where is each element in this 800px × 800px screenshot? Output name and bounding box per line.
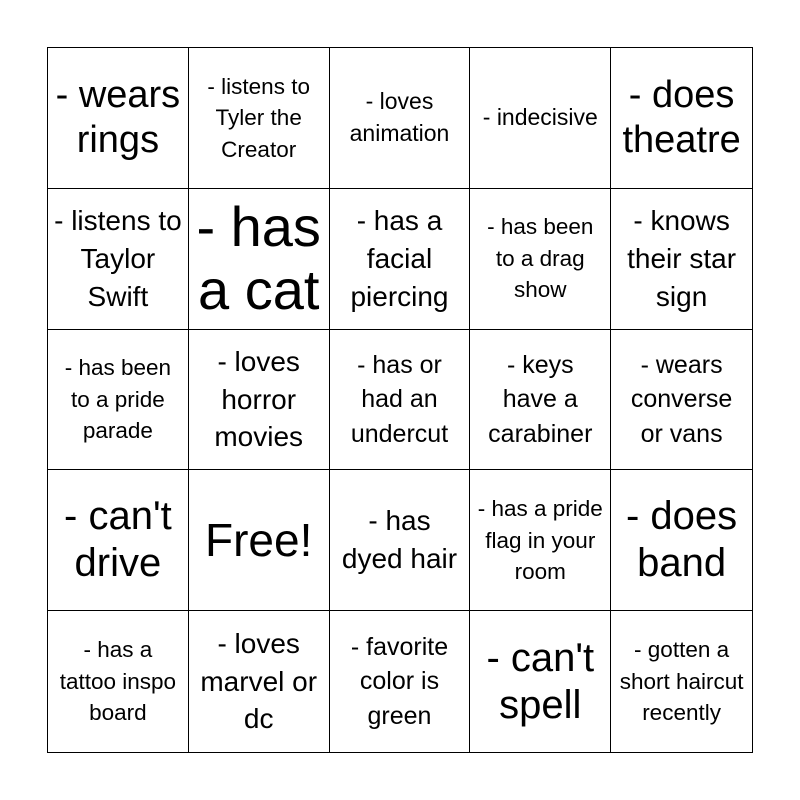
bingo-cell[interactable] bbox=[470, 611, 611, 752]
bingo-cell-text: - loves marvel or dc bbox=[200, 627, 318, 735]
bingo-cell[interactable] bbox=[611, 470, 752, 611]
bingo-board bbox=[47, 47, 753, 753]
bingo-cell-text: - does theatre bbox=[622, 74, 741, 161]
bingo-cell-text: - does band bbox=[626, 494, 738, 586]
bingo-cell-text: - has a tattoo inspo board bbox=[59, 637, 177, 726]
bingo-cell-text: - wears converse or vans bbox=[630, 350, 733, 448]
bingo-cell[interactable] bbox=[470, 48, 611, 189]
bingo-cell-text: - has dyed hair bbox=[341, 505, 458, 575]
bingo-cell[interactable] bbox=[189, 470, 330, 611]
bingo-cell[interactable] bbox=[48, 611, 189, 752]
bingo-cell-text: - listens to Tyler the Creator bbox=[207, 73, 310, 162]
bingo-cell[interactable] bbox=[611, 611, 752, 752]
free-space-text: Free! bbox=[205, 514, 313, 567]
bingo-cell[interactable] bbox=[189, 189, 330, 330]
bingo-cell[interactable] bbox=[611, 189, 752, 330]
bingo-cell[interactable] bbox=[189, 611, 330, 752]
bingo-cell-text: - gotten a short haircut recently bbox=[619, 637, 744, 726]
bingo-cell-text: - has or had an undercut bbox=[350, 350, 449, 448]
bingo-cell-text: - listens to Taylor Swift bbox=[54, 205, 182, 312]
bingo-cell[interactable] bbox=[330, 470, 471, 611]
bingo-cell-text: - knows their star sign bbox=[627, 205, 737, 312]
bingo-cell-text: - keys have a carabiner bbox=[488, 350, 593, 448]
bingo-cell[interactable] bbox=[470, 470, 611, 611]
bingo-cell[interactable] bbox=[48, 470, 189, 611]
bingo-cell-text: - loves horror movies bbox=[214, 345, 304, 453]
bingo-cell-text: - has a facial piercing bbox=[350, 205, 449, 312]
bingo-cell[interactable] bbox=[330, 48, 471, 189]
bingo-cell[interactable] bbox=[48, 48, 189, 189]
bingo-cell-text: - indecisive bbox=[482, 104, 598, 131]
bingo-cell-text: - has been to a pride parade bbox=[64, 355, 172, 444]
bingo-cell[interactable] bbox=[611, 48, 752, 189]
bingo-cell[interactable] bbox=[189, 330, 330, 471]
bingo-cell[interactable] bbox=[330, 611, 471, 752]
bingo-cell-text: - can't spell bbox=[486, 635, 595, 727]
bingo-cell[interactable] bbox=[330, 330, 471, 471]
bingo-cell-text: - has a cat bbox=[196, 194, 321, 321]
bingo-cell[interactable] bbox=[48, 189, 189, 330]
bingo-cell-text: - wears rings bbox=[55, 74, 181, 161]
bingo-cell-text: - loves animation bbox=[349, 88, 450, 146]
bingo-cell[interactable] bbox=[611, 330, 752, 471]
bingo-cell[interactable] bbox=[470, 189, 611, 330]
bingo-cell-text: - has a pride flag in your room bbox=[477, 496, 603, 585]
bingo-cell-text: - has been to a drag show bbox=[487, 214, 594, 303]
bingo-cell[interactable] bbox=[48, 330, 189, 471]
bingo-cell[interactable] bbox=[470, 330, 611, 471]
bingo-cell[interactable] bbox=[330, 189, 471, 330]
bingo-cell-text: - can't drive bbox=[64, 494, 172, 586]
bingo-cell-text: - favorite color is green bbox=[350, 632, 449, 730]
bingo-cell[interactable] bbox=[189, 48, 330, 189]
